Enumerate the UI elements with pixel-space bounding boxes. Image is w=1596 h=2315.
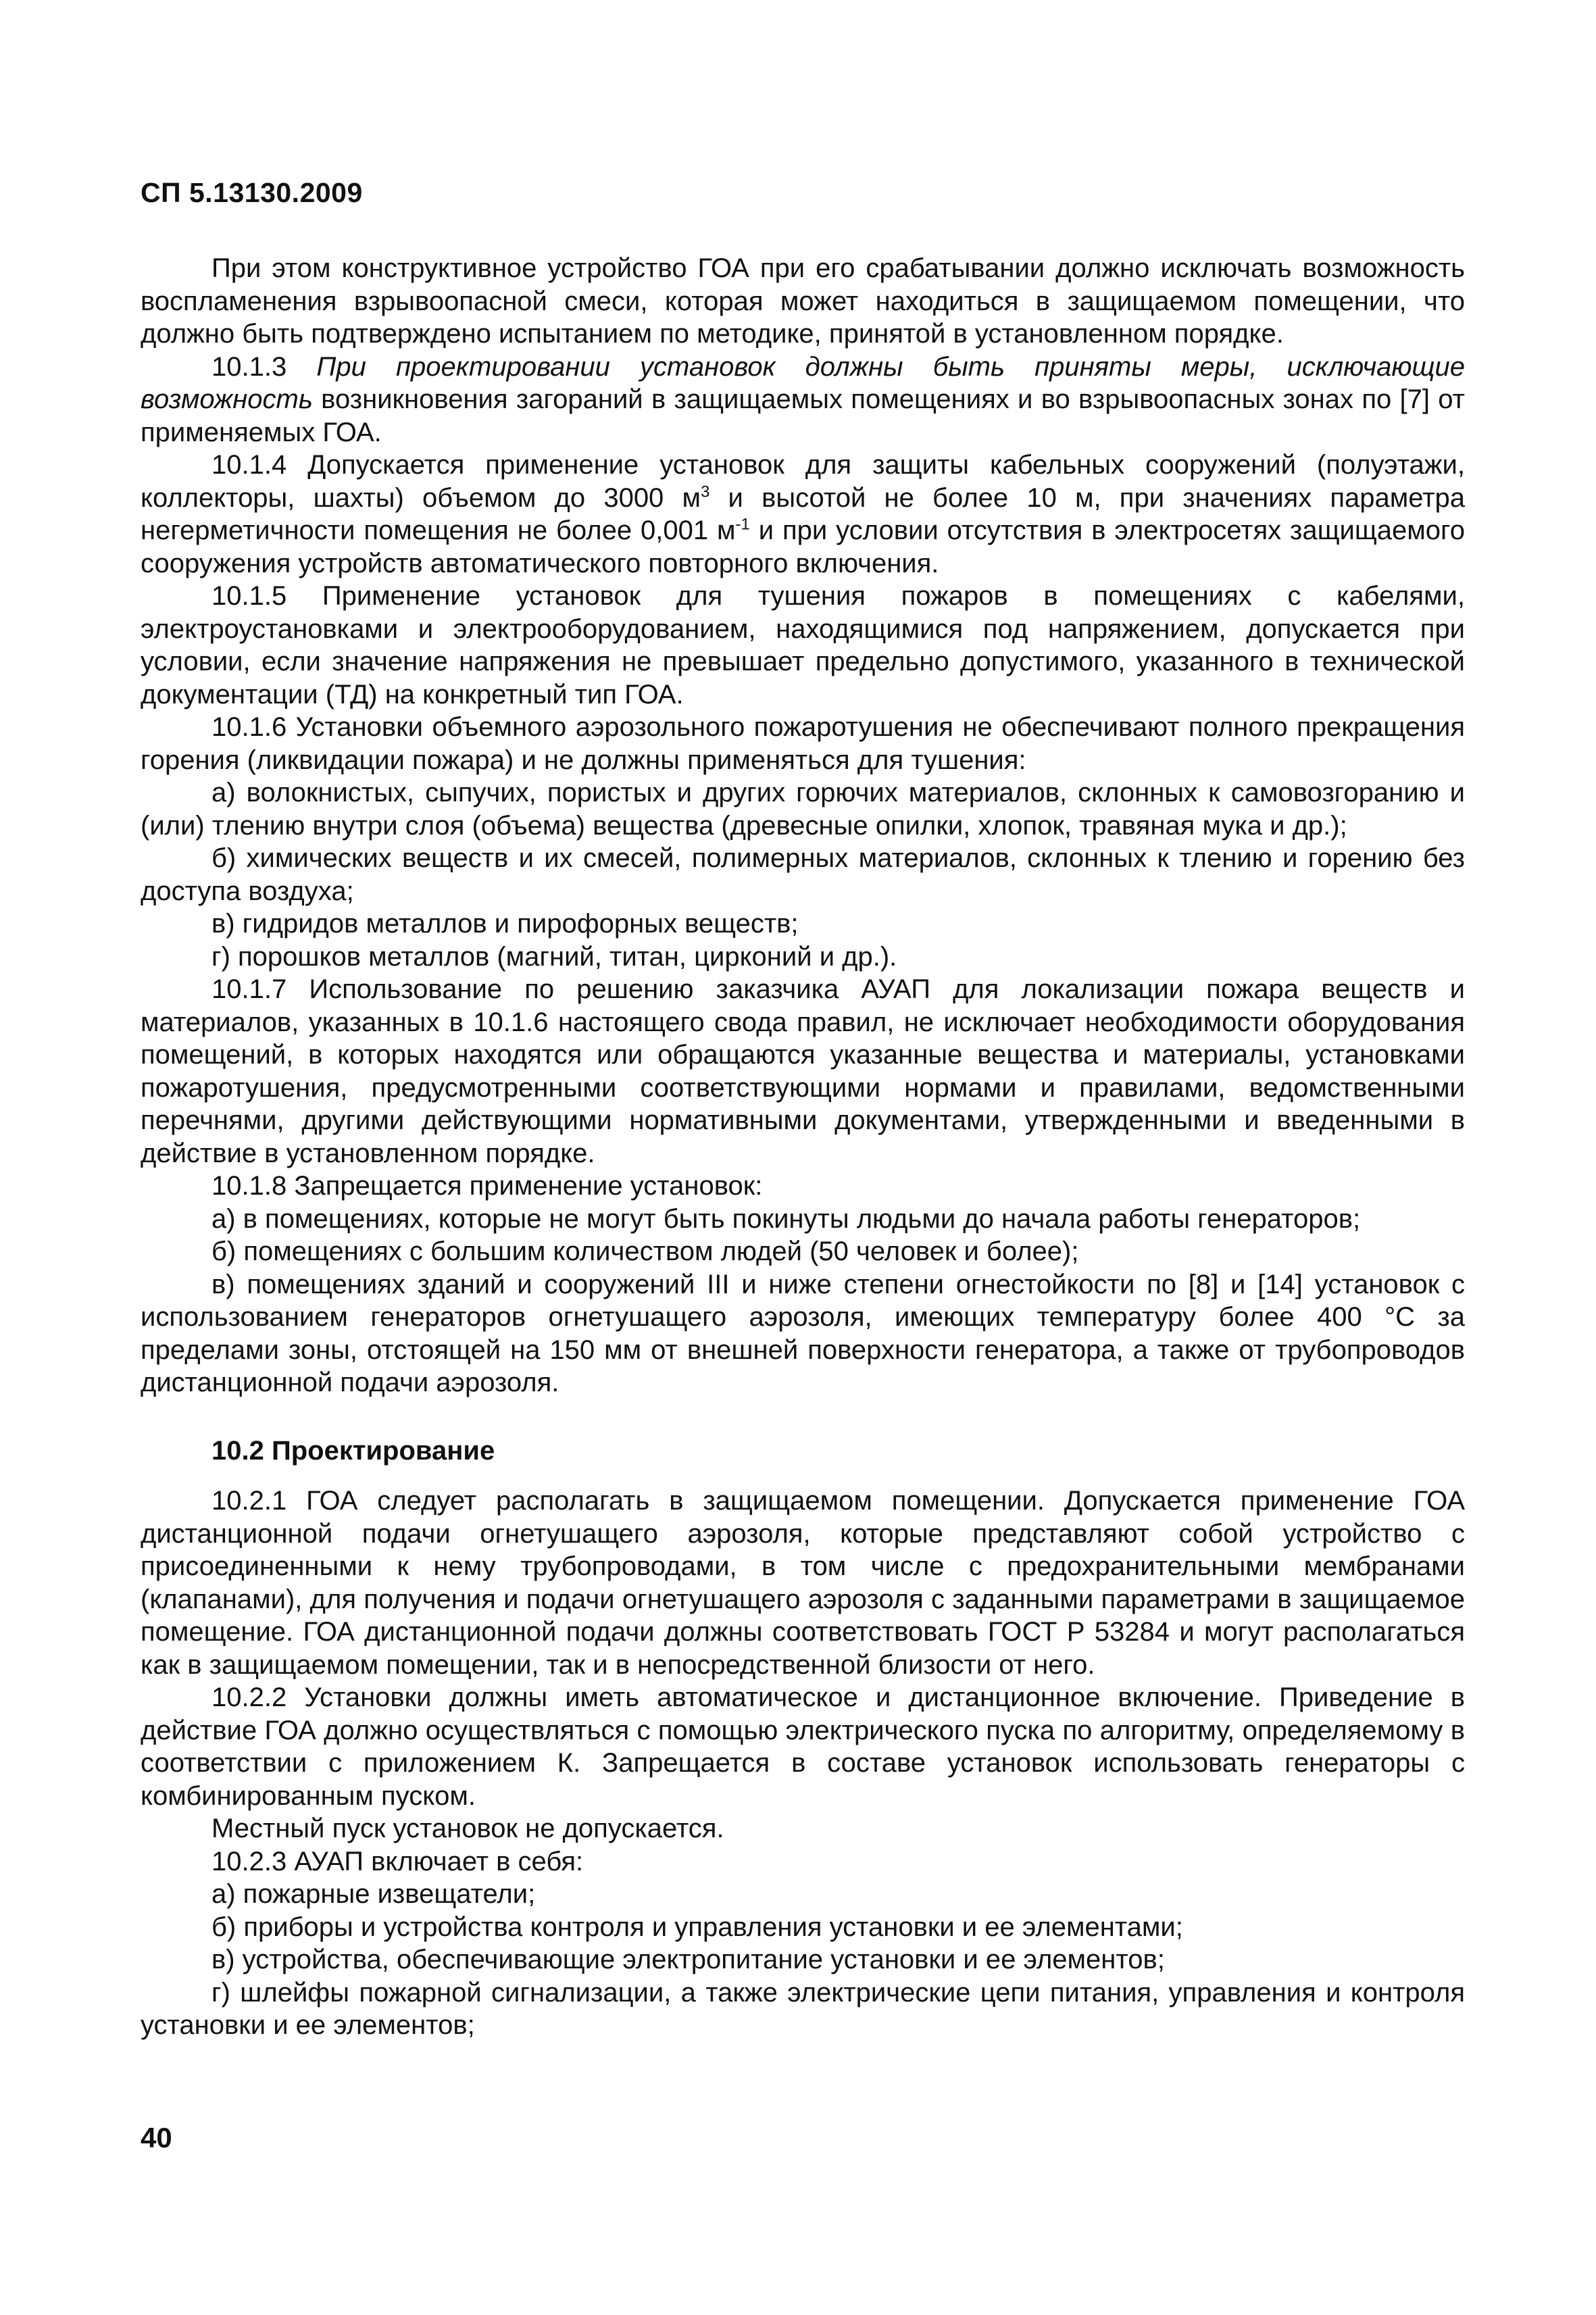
paragraph-10-1-5: 10.1.5 Применение установок для тушения пожаров в помещениях с кабелями, электроустановками и электрооборудованием, находящимися под напряжением, допускается при условии, если значение напряжения не превышает предельно допустимого, указанного в технической документации (ТД) на конкретный тип ГОА. — [141, 581, 1465, 710]
list-item-10-2-3-g: г) шлейфы пожарной сигнализации, а также электрические цепи питания, управления и контроля установки и ее элементов; — [141, 1977, 1465, 2040]
list-item-10-2-3-b: б) приборы и устройства контроля и управления установки и ее элементами; — [211, 1912, 1183, 1942]
list-item-10-1-6-b: б) химических веществ и их смесей, полимерных материалов, склонных к тлению и горению без доступа воздуха; — [141, 843, 1465, 906]
paragraph-10-2-3: 10.2.3 АУАП включает в себя: — [211, 1846, 584, 1876]
paragraph-10-1-6: 10.1.6 Установки объемного аэрозольного пожаротушения не обеспечивают полного прекращения горения (ликвидации пожара) и не должны применяться для тушения: — [141, 712, 1465, 775]
paragraph-10-1-8: 10.1.8 Запрещается применение установок: — [211, 1171, 763, 1201]
document-body — [141, 252, 1465, 2042]
paragraph-10-1-3-number: 10.1.3 — [211, 351, 317, 382]
list-item-10-1-6-g: г) порошков металлов (магний, титан, цирконий и др.). — [211, 941, 897, 972]
paragraph-10-1-7: 10.1.7 Использование по решению заказчика АУАП для локализации пожара веществ и материалов, указанных в 10.1.6 настоящего свода правил, не исключает необходимости оборудования помещений, в которых находятся или обращаются указанные вещества и материалы, установками пожаротушения, предусмотренными соответствующими нормами и правилами, ведомственными перечнями, другими действующими нормативными документами, утвержденными и введенными в действие в установленном порядке. — [141, 974, 1465, 1168]
paragraph-10-1-4-part1: 10.1.4 Допускается применение установок для защиты кабельных сооружений (полуэтажи, коллекторы, шахты) объемом до 3000 м — [141, 450, 1465, 513]
paragraph-10-1-4-part2: и высотой не более 10 м, при значениях параметра негерметичности помещения не более 0,001 м — [141, 482, 1466, 545]
paragraph-10-1-3 — [141, 351, 1465, 449]
paragraph-10-2-2: 10.2.2 Установки должны иметь автоматическое и дистанционное включение. Приведение в действие ГОА должно осуществляться с помощью электрического пуска по алгоритму, определяемому в соответствии с приложением К. Запрещается в составе установок использовать генераторы с комбинированным пуском. — [141, 1683, 1465, 1811]
list-item-10-2-3-a: а) пожарные извещатели; — [211, 1879, 536, 1909]
section-heading-10-2: 10.2 Проектирование — [211, 1435, 495, 1466]
superscript-inverse: -1 — [735, 515, 750, 534]
list-item-10-1-8-b: б) помещениях с большим количеством людей (50 человек и более); — [211, 1237, 1079, 1266]
superscript-cubic: 3 — [701, 482, 710, 501]
list-item-10-1-6-a: а) волокнистых, сыпучих, пористых и других горючих материалов, склонных к самовозгоранию и (или) тлению внутри слоя (объема) вещества (древесные опилки, хлопок, травяная мука и др.); — [141, 778, 1465, 841]
paragraph-10-1-4-part3: и при условии отсутствия в электросетях защищаемого сооружения устройств автоматического повторного включения. — [141, 516, 1465, 578]
paragraph-10-1-3-italic: При проектировании установок должны быть приняты меры, исключающие возможность — [141, 351, 1466, 414]
list-item-10-1-8-v: в) помещениях зданий и сооружений III и ниже степени огнестойкости по [8] и [14] установок с использованием генераторов огнетушащего аэрозоля, имеющих температуру более 400 °С за пределами зоны, отстоящей на 150 мм от внешней поверхности генератора, а также от трубопроводов дистанционной подачи аэрозоля. — [141, 1269, 1465, 1397]
list-item-10-2-3-v: в) устройства, обеспечивающие электропитание установки и ее элементов; — [211, 1945, 1165, 1974]
paragraph-10-1-3-rest: возникновения загораний в защищаемых помещениях и во взрывоопасных зонах по [7] от применяемых ГОА. — [141, 384, 1465, 447]
page-number: 40 — [141, 2122, 172, 2154]
list-item-10-1-6-v: в) гидридов металлов и пирофорных веществ; — [211, 909, 799, 939]
document-code-header: СП 5.13130.2009 — [141, 177, 363, 208]
paragraph-local-start: Местный пуск установок не допускается. — [211, 1814, 724, 1843]
paragraph-continuation: При этом конструктивное устройство ГОА при его срабатывании должно исключать возможность воспламенения взрывоопасной смеси, которая может находиться в защищаемом помещении, что должно быть подтверждено испытанием по методике, принятой в установленном порядке. — [141, 253, 1465, 349]
list-item-10-1-8-a: а) в помещениях, которые не могут быть покинуты людьми до начала работы генераторов; — [211, 1203, 1361, 1234]
paragraph-10-1-4 — [141, 449, 1465, 580]
paragraph-10-2-1: 10.2.1 ГОА следует располагать в защищаемом помещении. Допускается применение ГОА дистанционной подачи огнетушащего аэрозоля, которые представляют собой устройство с присоединенными к нему трубопроводами, в том числе с предохранительными мембранами (клапанами), для получения и подачи огнетушащего аэрозоля с заданными параметрами в защищаемое помещение. ГОА дистанционной подачи должны соответствовать ГОСТ Р 53284 и могут располагаться как в защищаемом помещении, так и в непосредственной близости от него. — [141, 1486, 1465, 1680]
